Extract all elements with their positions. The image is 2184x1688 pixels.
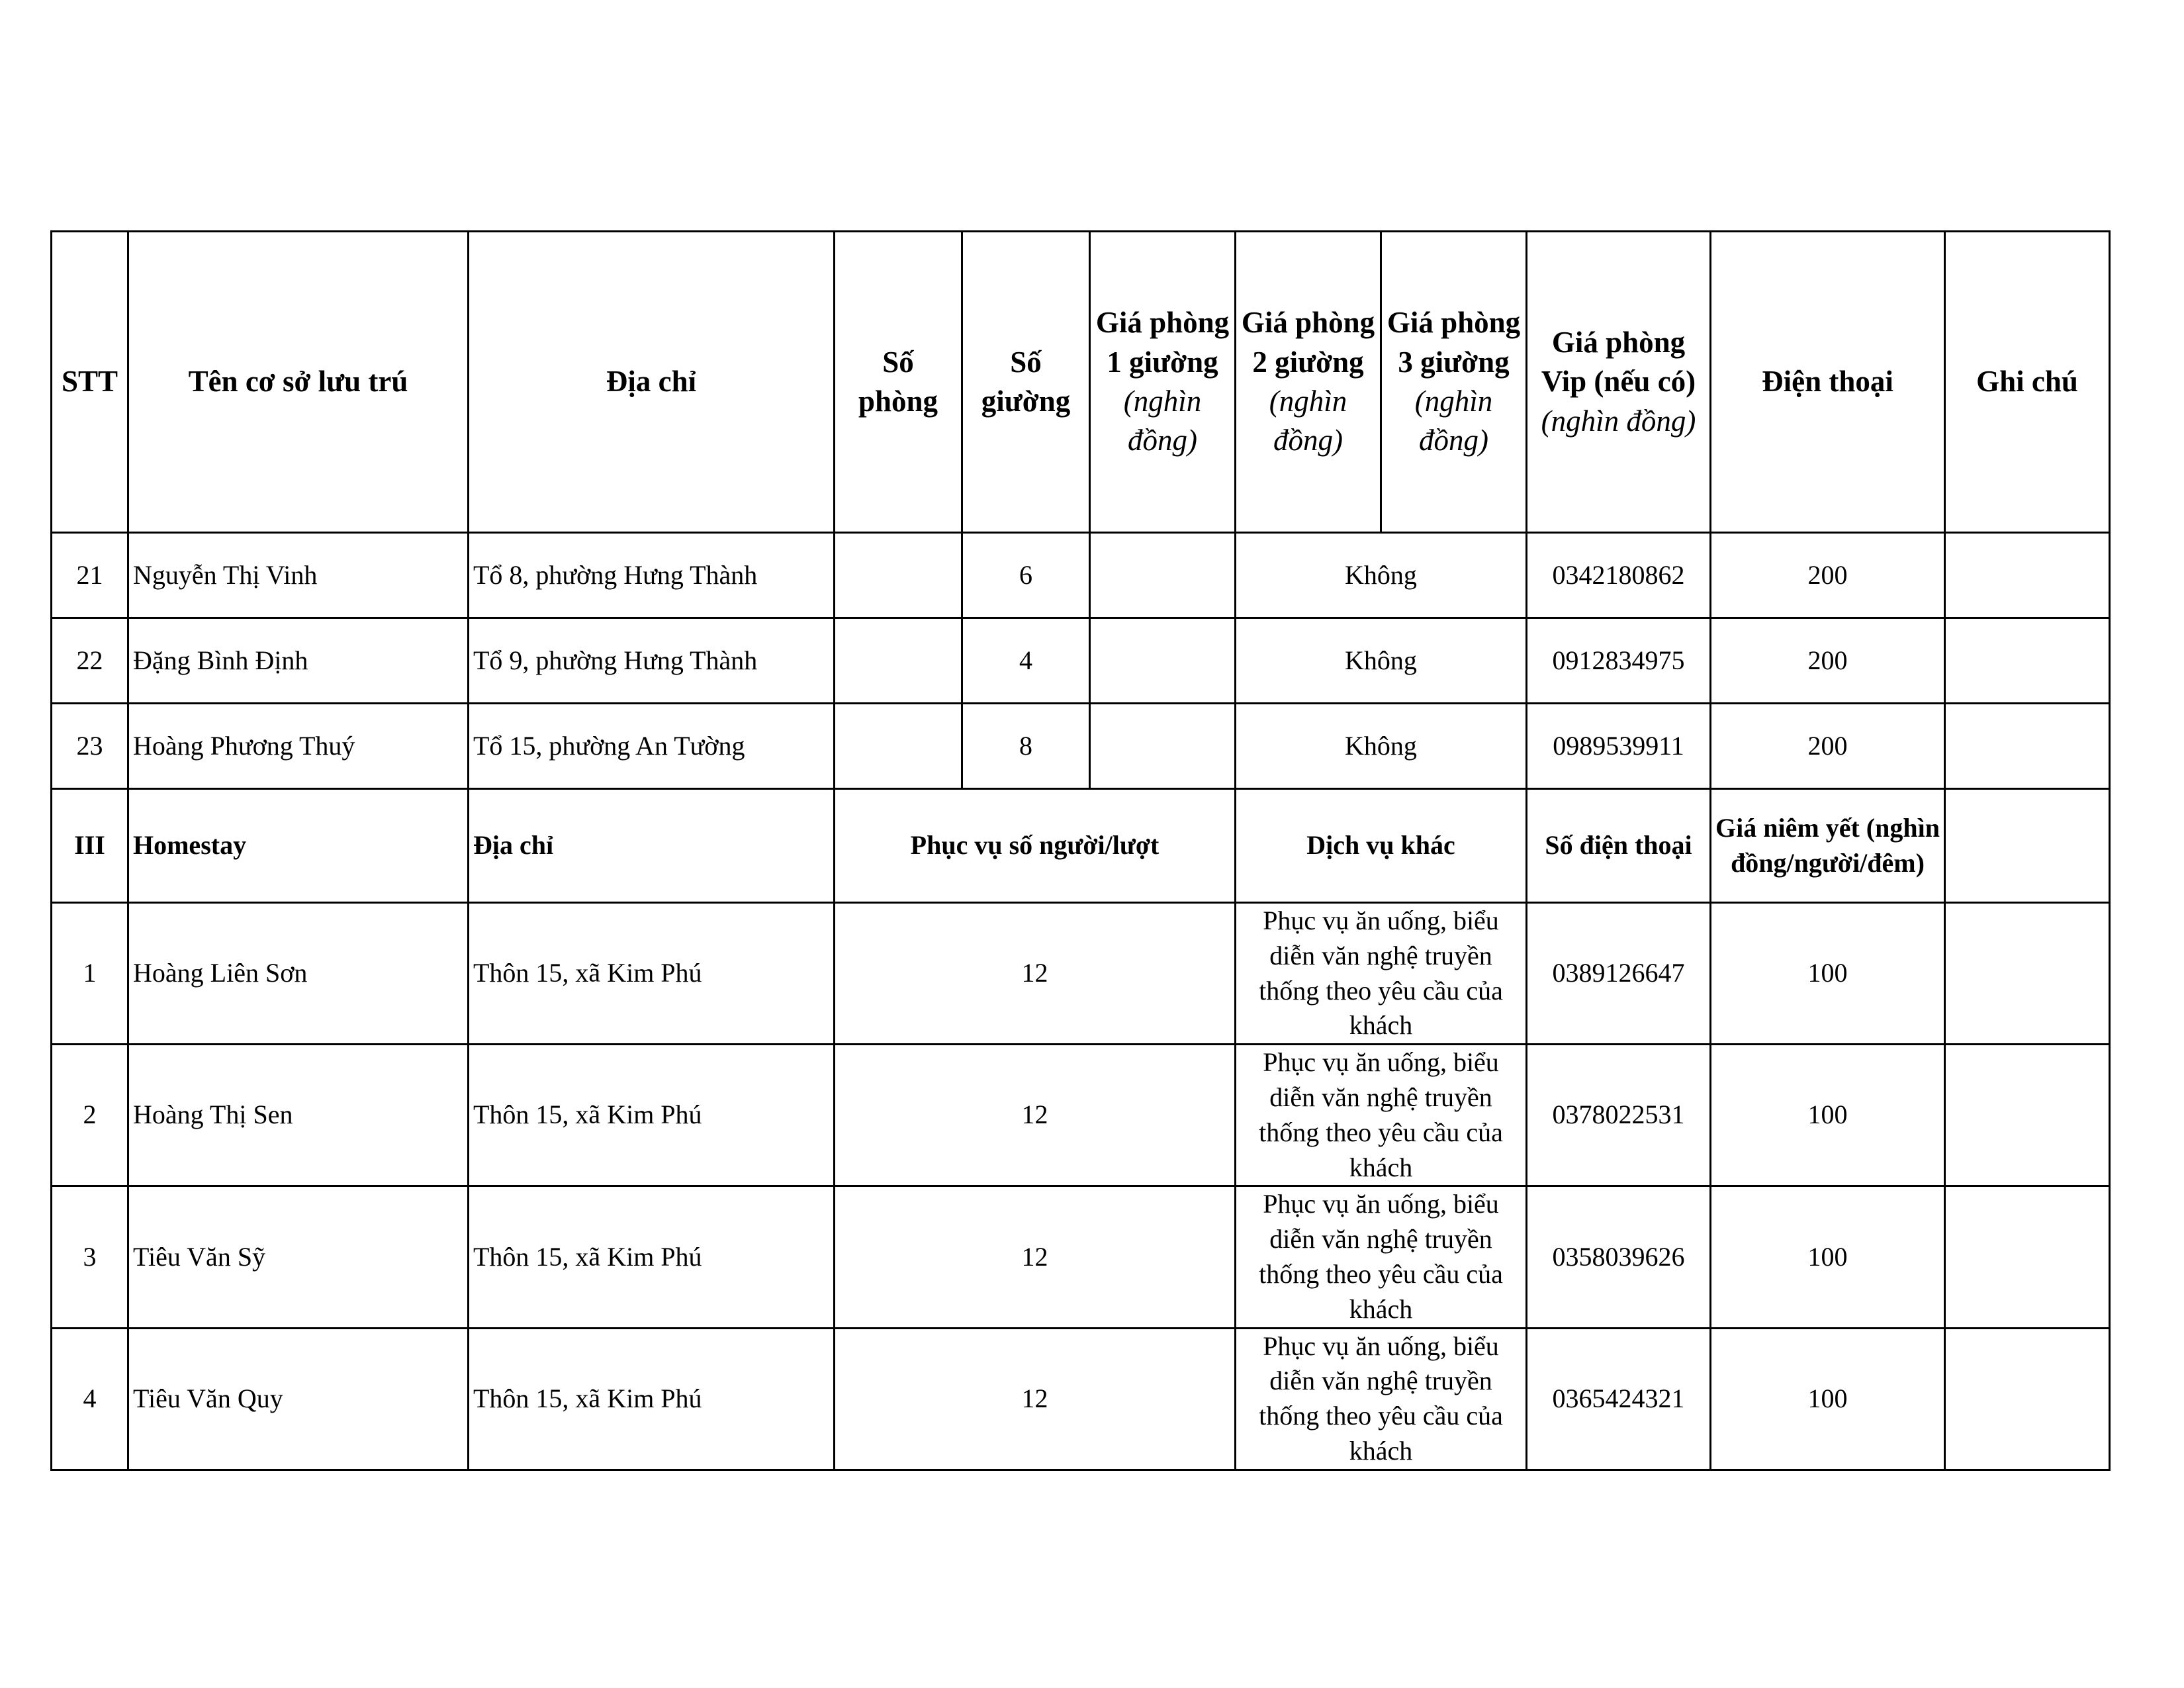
table-row (52, 704, 2110, 789)
homestay-services: Phục vụ ăn uống, biểu diễn văn nghệ truyền thống theo yêu cầu của khách (1236, 1045, 1527, 1186)
row-note (1945, 533, 2110, 618)
homestay-note (1945, 1328, 2110, 1470)
section-header-row (52, 789, 2110, 903)
header-stt: STT (52, 232, 128, 533)
homestay-name: Hoàng Thị Sen (128, 1045, 469, 1186)
header-name: Tên cơ sở lưu trú (128, 232, 469, 533)
header-beds: Số giường (962, 232, 1090, 533)
section-phone: Số điện thoại (1527, 789, 1711, 903)
homestay-capacity: 12 (835, 1045, 1236, 1186)
row-rooms (835, 704, 962, 789)
homestay-address: Thôn 15, xã Kim Phú (469, 1045, 835, 1186)
row-vip: 0912834975 (1527, 618, 1711, 704)
homestay-services: Phục vụ ăn uống, biểu diễn văn nghệ truyền thống theo yêu cầu của khách (1236, 903, 1527, 1045)
header-note: Ghi chú (1945, 232, 2110, 533)
row-phone: 200 (1711, 533, 1945, 618)
homestay-address: Thôn 15, xã Kim Phú (469, 903, 835, 1045)
header-price-2-unit: (nghìn đồng) (1269, 385, 1347, 457)
row-price-1 (1090, 618, 1236, 704)
homestay-name: Tiêu Văn Quy (128, 1328, 469, 1470)
row-address: Tổ 8, phường Hưng Thành (469, 533, 835, 618)
section-price: Giá niêm yết (nghìn đồng/người/đêm) (1711, 789, 1945, 903)
row-phone: 200 (1711, 618, 1945, 704)
section-address: Địa chỉ (469, 789, 835, 903)
header-price-3-label: Giá phòng 3 giường (1387, 306, 1521, 379)
header-price-1 (1090, 232, 1236, 533)
row-beds: 6 (962, 533, 1090, 618)
table-header-row (52, 232, 2110, 533)
homestay-phone: 0365424321 (1527, 1328, 1711, 1470)
table-row (52, 533, 2110, 618)
row-address: Tổ 9, phường Hưng Thành (469, 618, 835, 704)
row-vip: 0342180862 (1527, 533, 1711, 618)
section-name: Homestay (128, 789, 469, 903)
header-phone: Điện thoại (1711, 232, 1945, 533)
homestay-price: 100 (1711, 1328, 1945, 1470)
row-beds: 8 (962, 704, 1090, 789)
homestay-note (1945, 1186, 2110, 1328)
row-price-2-3: Không (1236, 533, 1527, 618)
section-note (1945, 789, 2110, 903)
row-rooms (835, 533, 962, 618)
row-address: Tổ 15, phường An Tường (469, 704, 835, 789)
section-services: Dịch vụ khác (1236, 789, 1527, 903)
row-price-2-3: Không (1236, 704, 1527, 789)
row-price-1 (1090, 533, 1236, 618)
row-stt: 21 (52, 533, 128, 618)
header-vip (1527, 232, 1711, 533)
accommodation-table (50, 230, 2111, 1471)
homestay-services: Phục vụ ăn uống, biểu diễn văn nghệ truyền thống theo yêu cầu của khách (1236, 1328, 1527, 1470)
row-note (1945, 618, 2110, 704)
homestay-row (52, 1328, 2110, 1470)
homestay-name: Tiêu Văn Sỹ (128, 1186, 469, 1328)
homestay-note (1945, 1045, 2110, 1186)
header-vip-unit: (nghìn đồng) (1541, 404, 1696, 438)
section-stt: III (52, 789, 128, 903)
homestay-price: 100 (1711, 1186, 1945, 1328)
table-row (52, 618, 2110, 704)
row-stt: 23 (52, 704, 128, 789)
header-price-1-label: Giá phòng 1 giường (1095, 306, 1230, 379)
homestay-capacity: 12 (835, 903, 1236, 1045)
homestay-stt: 4 (52, 1328, 128, 1470)
header-rooms: Số phòng (835, 232, 962, 533)
row-note (1945, 704, 2110, 789)
row-stt: 22 (52, 618, 128, 704)
row-name: Hoàng Phương Thuý (128, 704, 469, 789)
homestay-note (1945, 903, 2110, 1045)
row-vip: 0989539911 (1527, 704, 1711, 789)
homestay-row (52, 1186, 2110, 1328)
homestay-row (52, 903, 2110, 1045)
row-price-2-3: Không (1236, 618, 1527, 704)
header-price-2-label: Giá phòng 2 giường (1241, 306, 1375, 379)
row-price-1 (1090, 704, 1236, 789)
homestay-price: 100 (1711, 1045, 1945, 1186)
row-rooms (835, 618, 962, 704)
row-beds: 4 (962, 618, 1090, 704)
header-price-2 (1236, 232, 1381, 533)
homestay-services: Phục vụ ăn uống, biểu diễn văn nghệ truyền thống theo yêu cầu của khách (1236, 1186, 1527, 1328)
header-price-3-unit: (nghìn đồng) (1414, 385, 1493, 457)
homestay-phone: 0378022531 (1527, 1045, 1711, 1186)
homestay-address: Thôn 15, xã Kim Phú (469, 1186, 835, 1328)
homestay-stt: 2 (52, 1045, 128, 1186)
homestay-stt: 3 (52, 1186, 128, 1328)
header-price-1-unit: (nghìn đồng) (1123, 385, 1202, 457)
homestay-address: Thôn 15, xã Kim Phú (469, 1328, 835, 1470)
homestay-row (52, 1045, 2110, 1186)
row-phone: 200 (1711, 704, 1945, 789)
homestay-price: 100 (1711, 903, 1945, 1045)
section-capacity: Phục vụ số người/lượt (835, 789, 1236, 903)
homestay-name: Hoàng Liên Sơn (128, 903, 469, 1045)
homestay-phone: 0358039626 (1527, 1186, 1711, 1328)
homestay-capacity: 12 (835, 1186, 1236, 1328)
header-address: Địa chỉ (469, 232, 835, 533)
header-vip-label: Giá phòng Vip (nếu có) (1541, 325, 1696, 399)
row-name: Nguyễn Thị Vinh (128, 533, 469, 618)
homestay-capacity: 12 (835, 1328, 1236, 1470)
homestay-stt: 1 (52, 903, 128, 1045)
homestay-phone: 0389126647 (1527, 903, 1711, 1045)
row-name: Đặng Bình Định (128, 618, 469, 704)
header-price-3 (1381, 232, 1527, 533)
